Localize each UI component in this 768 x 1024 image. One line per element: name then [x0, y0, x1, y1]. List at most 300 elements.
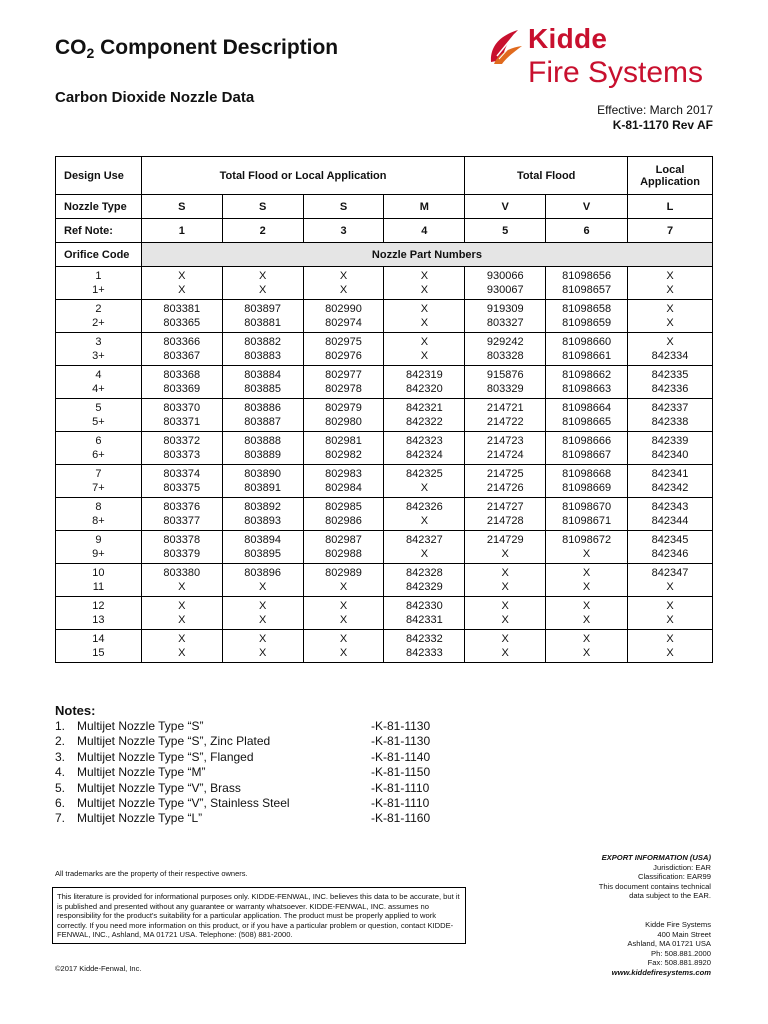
part-number: 842335 [651, 369, 689, 381]
part-number: X [666, 633, 674, 645]
note-text: Multijet Nozzle Type “V”, Brass [77, 780, 241, 795]
part-number-cell [222, 267, 303, 300]
part-number: 842323 [406, 435, 443, 447]
part-number: X [666, 614, 674, 626]
part-number-cell [303, 432, 384, 465]
orifice-code: 7 [95, 468, 102, 480]
part-number-cell [384, 300, 465, 333]
part-number: 842339 [651, 435, 689, 447]
part-number: 803883 [244, 350, 281, 362]
note-item [55, 781, 475, 796]
address-line: Ashland, MA 01721 USA [627, 939, 711, 949]
part-number-cell [465, 564, 546, 597]
part-number: 929242 [486, 336, 524, 348]
local-application-header: Local Application [628, 157, 713, 195]
note-item [55, 796, 475, 811]
part-number: 802984 [325, 482, 362, 494]
note-number: 3. [55, 749, 66, 764]
part-number-cell [384, 630, 465, 663]
part-number: 842333 [406, 647, 443, 659]
part-number: X [420, 317, 429, 329]
part-number: 214723 [486, 435, 524, 447]
part-number: 842346 [651, 548, 689, 560]
nozzle-type-cell: V [546, 195, 628, 219]
part-number-cell [222, 564, 303, 597]
ref-note-cell: 1 [141, 219, 222, 243]
part-number: 842343 [651, 501, 689, 513]
part-number: 803884 [244, 369, 281, 381]
orifice-code: 9+ [92, 548, 105, 560]
part-number-cell [141, 432, 222, 465]
total-flood-local-header: Total Flood or Local Application [141, 157, 464, 195]
orifice-code: 2 [95, 303, 102, 315]
part-number: X [501, 548, 509, 560]
ref-note-cell: 6 [546, 219, 628, 243]
part-number: 802977 [325, 369, 362, 381]
table-row [56, 399, 713, 432]
part-number-cell [303, 597, 384, 630]
orifice-code: 4 [95, 369, 102, 381]
part-number: 214728 [486, 515, 524, 527]
part-number-cell [141, 531, 222, 564]
part-number: X [339, 600, 348, 612]
orifice-code: 1+ [92, 284, 105, 296]
nozzle-type-row [56, 195, 713, 219]
part-number: 803889 [244, 449, 281, 461]
orifice-code-cell [56, 366, 142, 399]
nozzle-type-cell: L [628, 195, 713, 219]
part-number: 802989 [325, 567, 362, 579]
table-row [56, 531, 713, 564]
part-number-cell [546, 630, 628, 663]
part-number: 803368 [163, 369, 201, 381]
part-number: X [258, 284, 267, 296]
part-number: 803895 [244, 548, 281, 560]
design-use-label: Design Use [56, 157, 142, 195]
part-number: 842324 [406, 449, 443, 461]
part-number: 842341 [651, 468, 689, 480]
part-number-cell [303, 564, 384, 597]
part-number-cell [628, 399, 713, 432]
nozzle-type-label: Nozzle Type [56, 195, 142, 219]
export-line: Classification: EAR99 [637, 872, 711, 882]
note-number: 1. [55, 719, 66, 733]
orifice-code: 3 [95, 336, 102, 348]
part-number: 803376 [163, 501, 201, 513]
orifice-code: 3+ [92, 350, 105, 362]
part-number: X [178, 270, 186, 282]
note-item [55, 811, 475, 826]
orifice-code: 9 [95, 534, 102, 546]
part-number-cell [222, 366, 303, 399]
part-number: 915876 [486, 369, 524, 381]
part-number: X [178, 581, 186, 593]
part-number: 803369 [163, 383, 201, 395]
part-number-cell [303, 267, 384, 300]
part-number-cell [465, 267, 546, 300]
part-number-cell [141, 300, 222, 333]
ref-note-label: Ref Note: [56, 219, 142, 243]
part-number-cell [222, 300, 303, 333]
orifice-code-row [56, 243, 713, 267]
orifice-code-cell [56, 432, 142, 465]
part-number: X [501, 581, 509, 593]
part-number-cell [141, 333, 222, 366]
part-number: 802981 [325, 435, 362, 447]
orifice-code: 5 [95, 402, 102, 414]
part-number: 81098672 [562, 534, 612, 546]
part-number: X [339, 614, 348, 626]
part-number: 803379 [163, 548, 201, 560]
part-number: 803329 [486, 383, 524, 395]
ref-note-cell: 7 [628, 219, 713, 243]
part-number: 803888 [244, 435, 281, 447]
part-number: X [420, 515, 429, 527]
part-number: X [666, 581, 674, 593]
orifice-code-cell [56, 597, 142, 630]
part-number-cell [303, 366, 384, 399]
nozzle-type-cell: M [384, 195, 465, 219]
orifice-code: 8 [95, 501, 102, 513]
part-number-cell [384, 597, 465, 630]
part-number: 802979 [325, 402, 362, 414]
part-number: X [666, 336, 674, 348]
part-number-cell [465, 465, 546, 498]
part-number: 81098670 [562, 501, 612, 513]
ref-note-cell: 2 [222, 219, 303, 243]
part-number: X [420, 482, 429, 494]
orifice-code: 11 [92, 581, 105, 593]
part-number: 803370 [163, 402, 201, 414]
part-number-cell [141, 597, 222, 630]
nozzle-type-cell: V [465, 195, 546, 219]
part-number: 81098662 [562, 369, 612, 381]
note-item [55, 734, 475, 749]
part-number-cell [465, 498, 546, 531]
part-number: 803365 [163, 317, 201, 329]
part-number-cell [546, 300, 628, 333]
effective-block [597, 103, 713, 133]
part-number: X [339, 284, 348, 296]
part-number-cell [141, 366, 222, 399]
part-number: 919309 [486, 303, 524, 315]
part-number-cell [628, 531, 713, 564]
part-number: 81098658 [562, 303, 612, 315]
export-information [599, 853, 711, 901]
part-number: 81098671 [562, 515, 612, 527]
part-number: X [258, 614, 267, 626]
part-number-cell [628, 366, 713, 399]
part-number-cell [384, 531, 465, 564]
part-number: 802982 [325, 449, 362, 461]
part-number-cell [141, 465, 222, 498]
part-number-cell [628, 498, 713, 531]
part-number: 803328 [486, 350, 524, 362]
part-number-cell [222, 432, 303, 465]
part-number-cell [465, 432, 546, 465]
part-number: 214727 [486, 501, 524, 513]
part-number-cell [465, 597, 546, 630]
page-subtitle: Carbon Dioxide Nozzle Data [55, 89, 255, 106]
trademark-notice: All trademarks are the property of their respective owners. [55, 869, 248, 878]
part-number-cell [222, 597, 303, 630]
part-number: X [339, 270, 348, 282]
note-reference: -K-81-1110 [371, 795, 430, 810]
part-number: 802988 [325, 548, 362, 560]
part-number: X [420, 350, 429, 362]
part-number-cell [303, 531, 384, 564]
table-row [56, 597, 713, 630]
part-number-cell [546, 432, 628, 465]
part-number: X [666, 317, 674, 329]
part-number: 803367 [163, 350, 201, 362]
part-number: X [501, 633, 509, 645]
orifice-code: 1 [95, 270, 102, 282]
part-number: 81098659 [562, 317, 612, 329]
part-number: X [582, 567, 591, 579]
orifice-code-cell [56, 564, 142, 597]
orifice-code: 13 [92, 614, 105, 626]
table-row [56, 300, 713, 333]
part-number-cell [546, 531, 628, 564]
effective-date: Effective: March 2017 [597, 103, 713, 117]
part-number: 214729 [486, 534, 524, 546]
part-number: 802980 [325, 416, 362, 428]
orifice-code: 12 [92, 600, 105, 612]
part-number-cell [222, 531, 303, 564]
part-number-cell [222, 399, 303, 432]
nozzle-type-cell: S [141, 195, 222, 219]
address-line: Kidde Fire Systems [645, 920, 711, 929]
part-number: 81098663 [562, 383, 612, 395]
part-number-cell [628, 597, 713, 630]
page-title: $CO_2$ Component Description [55, 36, 339, 61]
part-number-cell [628, 432, 713, 465]
table-row [56, 432, 713, 465]
ref-note-cell: 5 [465, 219, 546, 243]
part-number: 842331 [406, 614, 443, 626]
part-number: 842321 [406, 402, 443, 414]
part-number: 803373 [163, 449, 201, 461]
note-reference: -K-81-1130 [371, 734, 431, 749]
part-number-cell [222, 630, 303, 663]
part-number: 214724 [486, 449, 524, 461]
part-number: 803886 [244, 402, 281, 414]
orifice-code-cell [56, 531, 142, 564]
part-number: X [420, 548, 429, 560]
part-number: X [582, 647, 591, 659]
part-number: 81098656 [562, 270, 612, 282]
part-number: 803885 [244, 383, 281, 395]
export-line: This document contains technical [598, 881, 711, 891]
logo-wordmark-kidde: Kidde [528, 23, 608, 54]
part-number: 214726 [486, 482, 524, 494]
part-number: 803897 [244, 303, 281, 315]
part-number: X [666, 600, 674, 612]
part-number: 802985 [325, 501, 362, 513]
part-number: X [339, 647, 348, 659]
orifice-code: 14 [92, 633, 105, 645]
part-number-cell [222, 498, 303, 531]
ref-note-cell: 3 [303, 219, 384, 243]
part-number-cell [546, 399, 628, 432]
part-number-cell [303, 498, 384, 531]
part-number-cell [546, 333, 628, 366]
table-row [56, 366, 713, 399]
orifice-code-cell [56, 399, 142, 432]
copyright: ©2017 Kidde-Fenwal, Inc. [55, 964, 142, 973]
orifice-code: 6+ [92, 449, 105, 461]
company-address [612, 920, 711, 978]
part-number-cell [465, 531, 546, 564]
part-number: 842326 [406, 501, 443, 513]
note-reference: -K-81-1140 [371, 749, 431, 764]
note-number: 4. [55, 765, 66, 780]
part-number: 81098665 [562, 416, 612, 428]
table-row [56, 333, 713, 366]
part-number-cell [546, 564, 628, 597]
part-number: 842330 [406, 600, 443, 612]
part-number: 803378 [163, 534, 201, 546]
part-number: 214721 [486, 402, 524, 414]
logo-wordmark-fire-systems: Fire Systems [528, 56, 704, 89]
part-number-cell [303, 465, 384, 498]
part-number: 81098664 [562, 402, 612, 414]
part-number-cell [303, 333, 384, 366]
part-number: X [420, 270, 429, 282]
part-number: 803371 [163, 416, 201, 428]
part-number: 842337 [651, 402, 689, 414]
part-number: 842319 [406, 369, 443, 381]
note-item [55, 750, 475, 765]
part-number: 803327 [486, 317, 524, 329]
part-number: 803882 [244, 336, 281, 348]
part-number: 803892 [244, 501, 281, 513]
part-number: 803890 [244, 468, 281, 480]
part-number: 842338 [651, 416, 689, 428]
design-use-row [56, 157, 713, 195]
part-numbers-header: Nozzle Part Numbers [141, 243, 712, 267]
part-number-cell [384, 366, 465, 399]
part-number: X [178, 600, 186, 612]
part-number: 842344 [651, 515, 689, 527]
part-number: 803375 [163, 482, 201, 494]
note-reference: -K-81-1150 [371, 765, 431, 780]
part-number: 81098660 [562, 336, 612, 348]
part-number-cell [141, 498, 222, 531]
part-number-cell [303, 300, 384, 333]
part-number-cell [465, 366, 546, 399]
orifice-code: 7+ [92, 482, 105, 494]
table-row [56, 267, 713, 300]
part-number: 803891 [244, 482, 281, 494]
table-row [56, 498, 713, 531]
part-number: 81098657 [562, 284, 612, 296]
part-number-cell [546, 267, 628, 300]
export-line: Jurisdiction: EAR [653, 862, 711, 872]
part-number: 803372 [163, 435, 201, 447]
part-number-cell [628, 564, 713, 597]
document-code: K-81-1170 Rev AF [612, 118, 713, 132]
part-number: X [420, 303, 429, 315]
part-number-cell [303, 630, 384, 663]
orifice-code-cell [56, 267, 142, 300]
part-number: X [666, 303, 674, 315]
part-number: 842328 [406, 567, 443, 579]
notes-list [55, 719, 475, 827]
part-number-cell [141, 399, 222, 432]
part-number-cell [384, 267, 465, 300]
part-number: 81098661 [562, 350, 612, 362]
part-number-cell [222, 465, 303, 498]
part-number: X [582, 614, 591, 626]
part-number: X [178, 647, 186, 659]
note-number: 6. [55, 795, 66, 810]
part-number: 842340 [651, 449, 689, 461]
table-row [56, 564, 713, 597]
note-item [55, 765, 475, 780]
part-number-cell [141, 564, 222, 597]
address-line: Ph: 508.881.2000 [651, 948, 711, 958]
part-number: 802983 [325, 468, 362, 480]
part-number: 803381 [163, 303, 201, 315]
part-number: 802987 [325, 534, 362, 546]
part-number-cell [628, 267, 713, 300]
part-number: 802976 [325, 350, 362, 362]
address-line: Fax: 508.881.8920 [647, 958, 711, 968]
orifice-code-cell [56, 300, 142, 333]
part-number-cell [384, 465, 465, 498]
part-number: 81098668 [562, 468, 612, 480]
part-number: X [582, 633, 591, 645]
part-number-cell [465, 300, 546, 333]
part-number: 802990 [325, 303, 362, 315]
part-number: 930066 [486, 270, 524, 282]
orifice-code: 15 [92, 647, 105, 659]
orifice-code: 2+ [92, 317, 105, 329]
export-title: EXPORT INFORMATION (USA) [601, 853, 711, 862]
note-number: 2. [55, 734, 66, 749]
note-text: Multijet Nozzle Type “S” [77, 719, 204, 733]
part-number: 842342 [651, 482, 689, 494]
orifice-code-cell [56, 498, 142, 531]
website-link[interactable]: www.kiddefiresystems.com [611, 967, 711, 977]
part-number-cell [546, 465, 628, 498]
part-number: 930067 [486, 284, 524, 296]
part-number: 81098669 [562, 482, 612, 494]
part-number: 802974 [325, 317, 362, 329]
note-item [55, 719, 475, 734]
part-number: 803366 [163, 336, 201, 348]
part-number: X [258, 633, 267, 645]
part-number-cell [384, 432, 465, 465]
part-number-cell [384, 333, 465, 366]
part-number: X [666, 647, 674, 659]
part-number: 842322 [406, 416, 443, 428]
flame-leaf-icon [488, 26, 524, 66]
part-number-cell [141, 630, 222, 663]
orifice-code: 10 [92, 567, 105, 579]
part-number: 214725 [486, 468, 524, 480]
note-reference: -K-81-1130 [371, 719, 431, 733]
part-number-cell [628, 465, 713, 498]
part-number-cell [465, 333, 546, 366]
orifice-code: 4+ [92, 383, 105, 395]
part-number: 803893 [244, 515, 281, 527]
part-number: 802975 [325, 336, 362, 348]
part-number-cell [465, 630, 546, 663]
notes-section [55, 703, 475, 827]
